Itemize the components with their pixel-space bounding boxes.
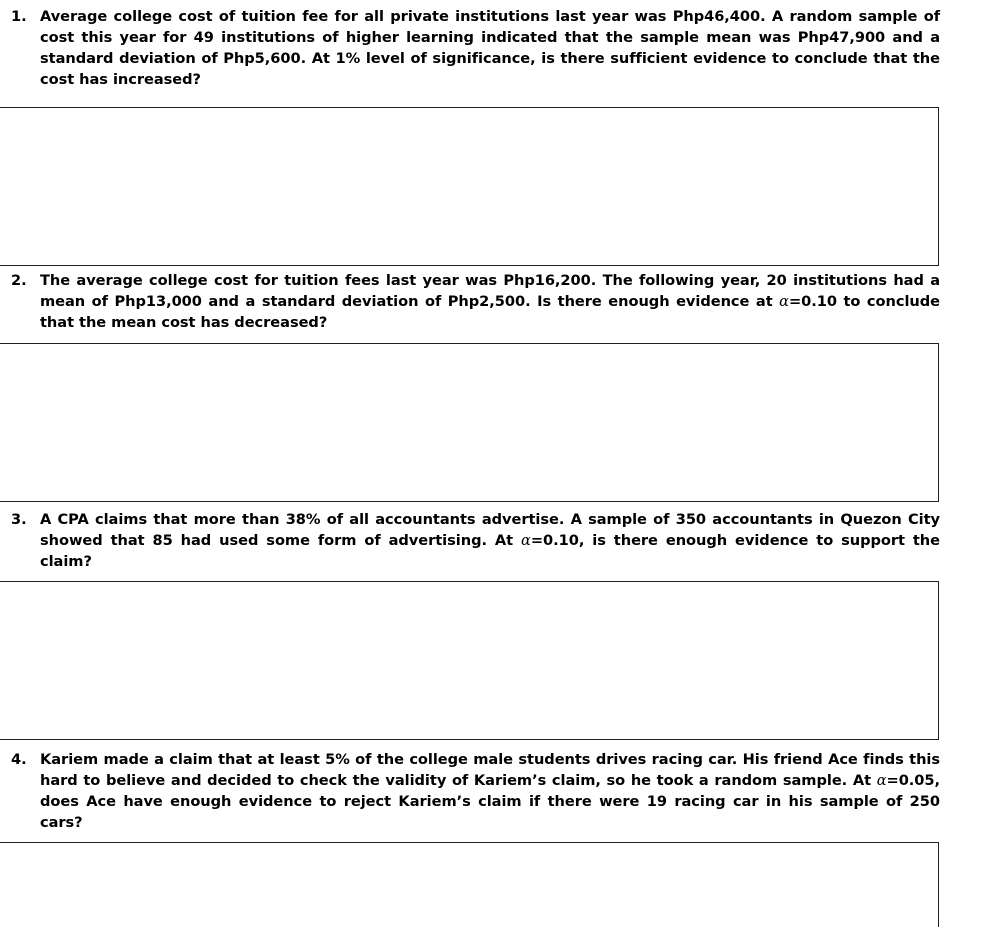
question-number: 2. — [11, 272, 27, 289]
question-text-part: =0.05, does Ace have enough evidence to reject Kariem’s claim if there were 19 racing car in his sample of 250 cars? — [40, 772, 940, 831]
answer-box-2[interactable] — [0, 343, 939, 502]
question-text-part: The average college cost for tuition fees last year was Php16,200. The following year, 20 institutions had a mean of Php13,000 and a standard deviation of Php2,500. Is there enough evidence at — [40, 272, 940, 310]
alpha-symbol: α — [779, 293, 789, 310]
question-text-part: Average college cost of tuition fee for all private institutions last year was Php46,400. A random sample of cost this year for 49 institutions of higher learning indicated that the sample mean was Php47,900 and a standard deviation of Php5,600. At 1% level of significance, is there sufficient evidence to conclude that the cost has increased? — [40, 8, 940, 88]
alpha-symbol: α — [521, 532, 531, 549]
answer-box-4[interactable] — [0, 842, 939, 927]
question-text-part: Kariem made a claim that at least 5% of the college male students drives racing car. His friend Ace finds this hard to believe and decided to check the validity of Kariem’s claim, so he took a random sample. At — [40, 751, 940, 789]
question-text — [40, 509, 940, 572]
question-text-part: A CPA claims that more than 38% of all accountants advertise. A sample of 350 accountants in Quezon City showed that 85 had used some form of advertising. At — [40, 511, 940, 549]
answer-box-3[interactable] — [0, 581, 939, 740]
question-text — [40, 6, 940, 90]
alpha-symbol: α — [876, 772, 887, 789]
question-text — [40, 749, 940, 833]
question-text-part: =0.10, is there enough evidence to support the claim? — [40, 532, 940, 570]
question-text — [40, 270, 940, 333]
question-text-part: =0.10 to conclude that the mean cost has decreased? — [40, 293, 940, 331]
question-number: 4. — [11, 751, 27, 768]
question-number: 3. — [11, 511, 27, 528]
question-number: 1. — [11, 8, 27, 25]
answer-box-1[interactable] — [0, 107, 939, 266]
